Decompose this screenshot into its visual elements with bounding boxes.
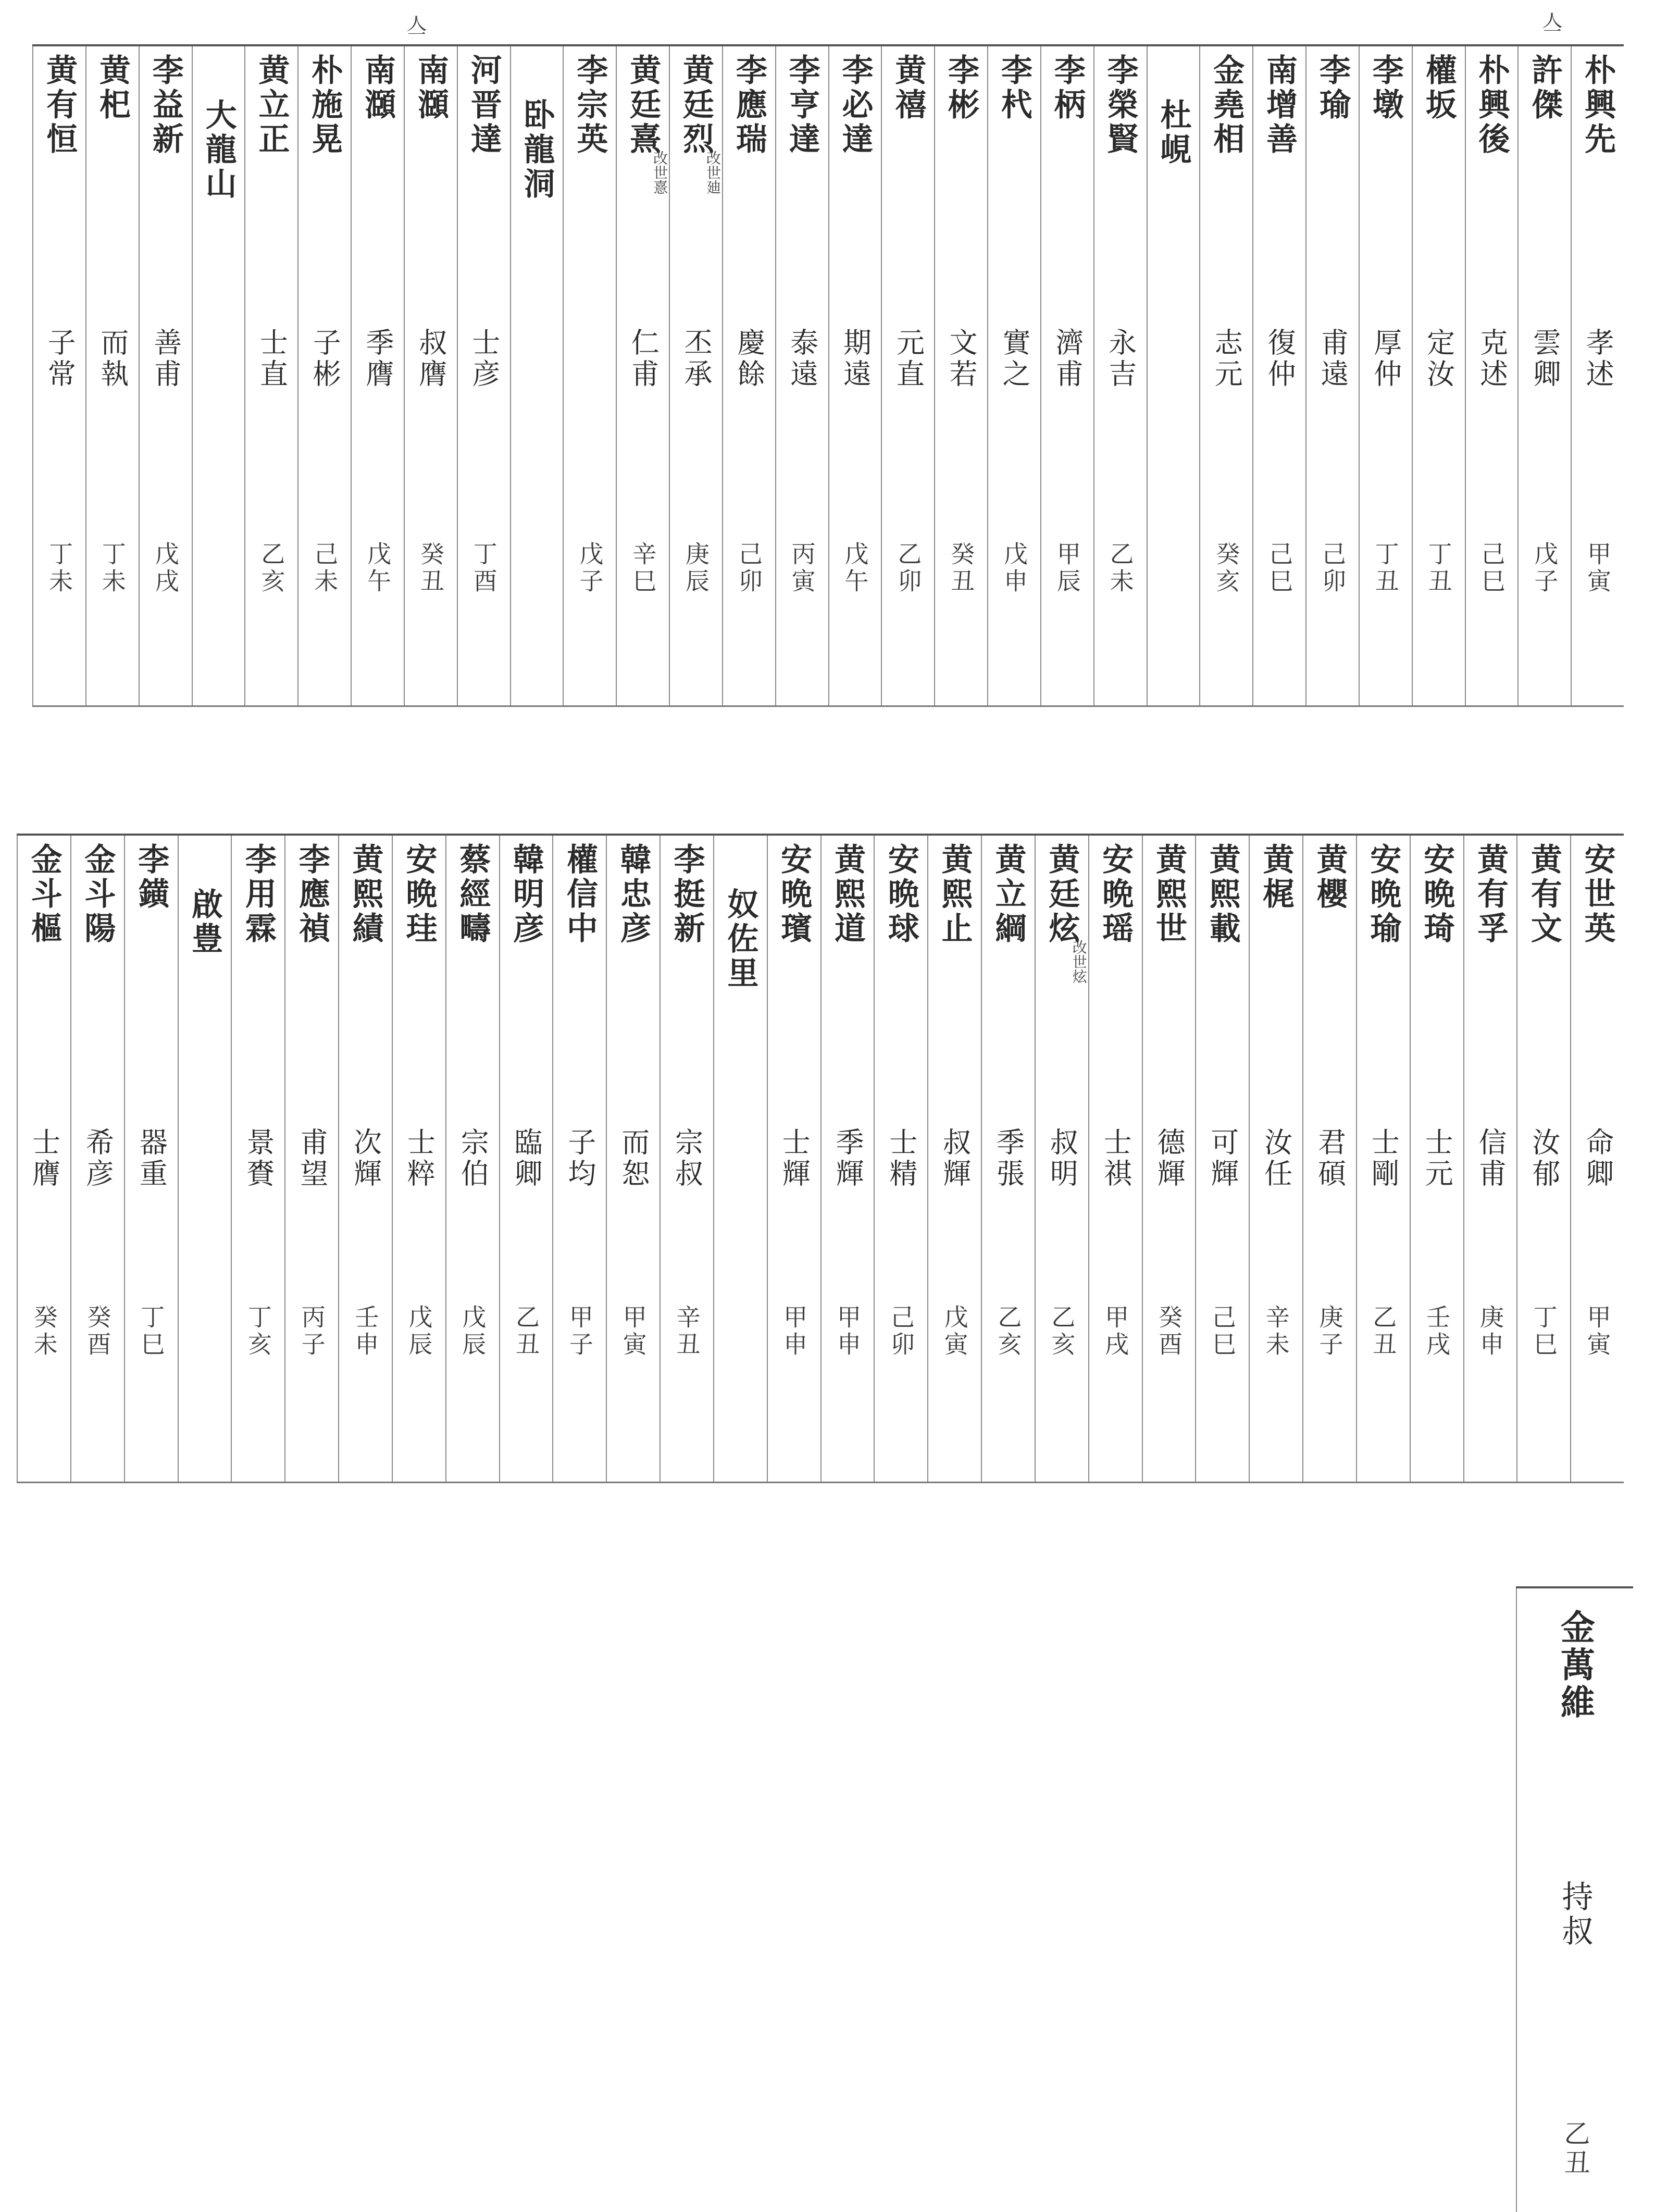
- courtesy-name: 甫遠: [1316, 328, 1349, 390]
- birth-year: 丁丑: [1371, 541, 1400, 595]
- birth-year: 甲寅: [1583, 1304, 1612, 1359]
- village-heading-column: [1147, 46, 1200, 705]
- courtesy-name: 季張: [992, 1127, 1025, 1190]
- courtesy-name: 命卿: [1581, 1127, 1614, 1190]
- register-entry: [17, 836, 70, 1482]
- person-name: 黄𣏌: [94, 54, 131, 122]
- person-name: 李墩: [1367, 54, 1404, 122]
- person-name: 黄廷熹: [625, 54, 662, 157]
- courtesy-name: 叔膺: [414, 328, 447, 390]
- birth-year: 癸酉: [83, 1304, 112, 1359]
- birth-year: 乙卯: [894, 541, 923, 595]
- person-name: 韓明彦: [508, 843, 545, 946]
- register-entry: [404, 46, 457, 705]
- person-name: 朴施晃: [306, 54, 343, 157]
- name-change-note: 改世廸: [704, 151, 721, 194]
- village-name: 大龍山: [200, 98, 237, 202]
- register-entry: [1412, 46, 1465, 705]
- courtesy-name: 子常: [43, 328, 77, 390]
- register-entry: [445, 836, 499, 1482]
- birth-year: 戊午: [364, 541, 392, 595]
- register-entry: [351, 46, 404, 705]
- birth-year: 乙亥: [1048, 1304, 1076, 1359]
- birth-year: 壬申: [351, 1304, 380, 1359]
- register-entry: [1516, 1588, 1633, 2212]
- birth-year: 癸亥: [1212, 541, 1241, 595]
- courtesy-name: 甫望: [295, 1127, 329, 1190]
- birth-year: 甲申: [780, 1304, 808, 1359]
- courtesy-name: 士剛: [1367, 1127, 1400, 1190]
- birth-year: 戊子: [1530, 541, 1559, 595]
- person-name: 黄廷炫: [1043, 843, 1080, 946]
- courtesy-name: 復仲: [1263, 328, 1297, 390]
- register-entry: [934, 46, 987, 705]
- register-entry: [606, 836, 659, 1482]
- courtesy-name: 丕承: [680, 328, 713, 390]
- person-name: 朴興先: [1579, 54, 1616, 157]
- register-entry: [1195, 836, 1249, 1482]
- courtesy-name: 而恕: [617, 1127, 650, 1190]
- person-name: 黄熙載: [1204, 843, 1241, 946]
- courtesy-name: 臨卿: [510, 1127, 543, 1190]
- person-name: 安晩瑜: [1365, 843, 1402, 946]
- courtesy-name: 仁甫: [627, 328, 660, 390]
- birth-year: 丙寅: [788, 541, 816, 595]
- person-name: 安晩璸: [776, 843, 813, 946]
- register-entry: [70, 836, 124, 1482]
- courtesy-name: 士膺: [28, 1127, 61, 1190]
- person-name: 安晩球: [882, 843, 919, 946]
- birth-year: 癸丑: [947, 541, 976, 595]
- birth-year: 己未: [310, 541, 339, 595]
- person-name: 金斗陽: [79, 843, 116, 946]
- register-entry: [563, 46, 616, 705]
- courtesy-name: 汝郁: [1527, 1127, 1561, 1190]
- village-heading-column: [713, 836, 767, 1482]
- person-name: 金斗樞: [26, 843, 63, 946]
- courtesy-name: 濟甫: [1051, 328, 1084, 390]
- birth-year: 戊辰: [405, 1304, 433, 1359]
- courtesy-name: 士直: [255, 328, 289, 390]
- person-name: 黄熙道: [829, 843, 866, 946]
- register-entry: [1410, 836, 1463, 1482]
- birth-year: 丙子: [297, 1304, 326, 1359]
- register-entry: [775, 46, 828, 705]
- register-entry: [85, 46, 139, 705]
- register-entry: [1463, 836, 1517, 1482]
- birth-year: 戊戌: [151, 541, 180, 595]
- birth-year: 己卯: [1318, 541, 1347, 595]
- courtesy-name: 志元: [1210, 328, 1243, 390]
- courtesy-name: 希彦: [81, 1127, 115, 1190]
- register-entry: [1570, 836, 1624, 1482]
- register-entry: [820, 836, 874, 1482]
- person-name: 黄有文: [1525, 843, 1562, 946]
- birth-year: 癸酉: [1154, 1304, 1183, 1359]
- top-register: [32, 44, 1624, 707]
- register-entry: [669, 46, 722, 705]
- birth-year: 丁未: [98, 541, 127, 595]
- register-entry: [1199, 46, 1252, 705]
- person-name: 安晩琦: [1418, 843, 1455, 946]
- register-entry: [828, 46, 881, 705]
- birth-year: 戊子: [576, 541, 604, 595]
- register-entry: [1517, 46, 1571, 705]
- person-name: 黄立綱: [990, 843, 1027, 946]
- register-entry: [767, 836, 820, 1482]
- name-change-note: 改世憙: [651, 151, 669, 194]
- courtesy-name: 士精: [885, 1127, 918, 1190]
- person-name: 黄有孚: [1472, 843, 1509, 946]
- birth-year: 丁亥: [244, 1304, 272, 1359]
- birth-year: 己巳: [1208, 1304, 1237, 1359]
- person-name: 安晩珪: [401, 843, 438, 946]
- person-name: 韓忠彦: [615, 843, 652, 946]
- birth-year: 甲寅: [1584, 541, 1612, 595]
- birth-year: 癸丑: [416, 541, 445, 595]
- courtesy-name: 元直: [892, 328, 925, 390]
- person-name: 黄有恒: [41, 54, 78, 157]
- village-name: 卧龍洞: [518, 98, 555, 202]
- village-name: 奴佐里: [722, 888, 759, 991]
- courtesy-name: 文若: [945, 328, 978, 390]
- top-register-columns: [32, 46, 1624, 705]
- birth-year: 己卯: [735, 541, 763, 595]
- birth-year: 乙丑: [1369, 1304, 1398, 1359]
- register-entry: [1516, 836, 1570, 1482]
- courtesy-name: 宗叔: [670, 1127, 704, 1190]
- birth-year: 庚申: [1476, 1304, 1504, 1359]
- birth-year: 辛未: [1262, 1304, 1290, 1359]
- village-heading-column: [192, 46, 245, 705]
- person-name: 李用霖: [240, 843, 277, 946]
- birth-year: 戊辰: [458, 1304, 487, 1359]
- courtesy-name: 定汝: [1422, 328, 1455, 390]
- village-name: 杜峴: [1155, 98, 1192, 167]
- register-entry: [722, 46, 775, 705]
- register-entry: [616, 46, 669, 705]
- courtesy-name: 期遠: [839, 328, 872, 390]
- courtesy-name: 士輝: [778, 1127, 811, 1190]
- courtesy-name: 士彦: [467, 328, 501, 390]
- courtesy-name: 善甫: [149, 328, 182, 390]
- register-entry: [1252, 46, 1305, 705]
- courtesy-name: 叔輝: [938, 1127, 972, 1190]
- courtesy-name: 德輝: [1152, 1127, 1186, 1190]
- middle-register-columns: [17, 836, 1624, 1482]
- bottom-register: [1516, 1586, 1633, 2212]
- person-name: 金萬維: [1554, 1609, 1596, 1722]
- register-entry: [1040, 46, 1093, 705]
- birth-year: 庚辰: [682, 541, 711, 595]
- courtesy-name: 宗伯: [456, 1127, 490, 1190]
- register-entry: [244, 46, 297, 705]
- bottom-register-columns: [1516, 1588, 1633, 2212]
- birth-year: 壬戌: [1423, 1304, 1451, 1359]
- courtesy-name: 克述: [1475, 328, 1509, 390]
- register-entry: [124, 836, 178, 1482]
- courtesy-name: 永吉: [1104, 328, 1137, 390]
- courtesy-name: 厚仲: [1369, 328, 1402, 390]
- birth-year: 丁酉: [469, 541, 498, 595]
- birth-year: 甲辰: [1053, 541, 1081, 595]
- middle-register: [17, 834, 1624, 1483]
- courtesy-name: 雲卿: [1528, 328, 1562, 390]
- courtesy-name: 而執: [96, 328, 129, 390]
- register-entry: [1142, 836, 1196, 1482]
- birth-year: 丁丑: [1424, 541, 1453, 595]
- page-header-left: 亼: [406, 14, 432, 38]
- courtesy-name: 實之: [998, 328, 1031, 390]
- person-name: 河晋達: [465, 54, 502, 157]
- name-change-note: 改世炫: [1070, 940, 1088, 984]
- birth-year: 己巳: [1265, 541, 1294, 595]
- birth-year: 辛巳: [629, 541, 657, 595]
- birth-year: 丁巳: [1529, 1304, 1558, 1359]
- person-name: 黄熙世: [1150, 843, 1187, 946]
- person-name: 李宗英: [571, 54, 608, 157]
- courtesy-name: 季膺: [362, 328, 395, 390]
- courtesy-name: 君碩: [1313, 1127, 1347, 1190]
- birth-year: 乙丑: [512, 1304, 541, 1359]
- register-entry: [1035, 836, 1088, 1482]
- birth-year: 甲申: [833, 1304, 862, 1359]
- register-entry: [1465, 46, 1518, 705]
- village-name: 啟豊: [186, 888, 223, 956]
- village-heading-column: [178, 836, 231, 1482]
- courtesy-name: 士粹: [403, 1127, 436, 1190]
- person-name: 安世英: [1579, 843, 1616, 946]
- person-name: 李杙: [996, 54, 1032, 122]
- courtesy-name: 子均: [563, 1127, 596, 1190]
- person-name: 李柄: [1049, 54, 1086, 122]
- register-entry: [1356, 836, 1410, 1482]
- person-name: 金堯相: [1208, 54, 1245, 157]
- courtesy-name: 士祺: [1099, 1127, 1133, 1190]
- register-entry: [1093, 46, 1147, 705]
- courtesy-name: 景賚: [242, 1127, 275, 1190]
- register-entry: [1249, 836, 1302, 1482]
- person-name: 黄櫻: [1311, 843, 1348, 912]
- person-name: 南㶊: [359, 54, 396, 122]
- person-name: 黄熙止: [936, 843, 973, 946]
- village-heading-column: [510, 46, 563, 705]
- person-name: 李應禎: [293, 843, 330, 946]
- birth-year: 丁未: [45, 541, 74, 595]
- courtesy-name: 孝述: [1582, 328, 1615, 390]
- person-name: 李瑜: [1314, 54, 1351, 122]
- register-entry: [457, 46, 510, 705]
- register-entry: [499, 836, 553, 1482]
- courtesy-name: 汝任: [1260, 1127, 1293, 1190]
- register-entry: [231, 836, 284, 1482]
- person-name: 南㶊: [412, 54, 449, 122]
- register-entry: [552, 836, 606, 1482]
- birth-year: 戊午: [841, 541, 869, 595]
- birth-year: 戊寅: [940, 1304, 969, 1359]
- person-name: 黄禧: [890, 54, 927, 122]
- person-name: 安晩瑶: [1097, 843, 1134, 946]
- person-name: 李亨達: [783, 54, 820, 157]
- register-entry: [927, 836, 981, 1482]
- person-name: 黄熙績: [347, 843, 384, 946]
- birth-year: 甲戌: [1101, 1304, 1130, 1359]
- courtesy-name: 叔明: [1046, 1127, 1079, 1190]
- birth-year: 乙亥: [994, 1304, 1023, 1359]
- birth-year: 丁巳: [137, 1304, 166, 1359]
- person-name: 權信中: [561, 843, 598, 946]
- person-name: 李榮賢: [1102, 54, 1139, 157]
- register-entry: [338, 836, 392, 1482]
- register-entry: [874, 836, 927, 1482]
- courtesy-name: 器重: [135, 1127, 168, 1190]
- register-entry: [297, 46, 351, 705]
- register-entry: [139, 46, 192, 705]
- person-name: 朴興後: [1473, 54, 1510, 157]
- register-entry: [659, 836, 713, 1482]
- birth-year: 癸未: [30, 1304, 58, 1359]
- courtesy-name: 次輝: [349, 1127, 382, 1190]
- birth-year: 庚子: [1315, 1304, 1344, 1359]
- person-name: 蔡經疇: [454, 843, 491, 946]
- person-name: 黄梶: [1258, 843, 1295, 912]
- birth-year: 乙亥: [257, 541, 286, 595]
- person-name: 李挺新: [668, 843, 705, 946]
- person-name: 南增善: [1261, 54, 1298, 157]
- page-header-right: 亼: [1542, 11, 1568, 35]
- birth-year: 辛丑: [673, 1304, 701, 1359]
- birth-year: 己卯: [887, 1304, 915, 1359]
- courtesy-name: 持叔: [1557, 1880, 1594, 1949]
- person-name: 李益新: [147, 54, 184, 157]
- courtesy-name: 子彬: [308, 328, 342, 390]
- person-name: 許傑: [1526, 54, 1563, 122]
- register-entry: [1571, 46, 1624, 705]
- person-name: 李必達: [837, 54, 874, 157]
- person-name: 權坂: [1420, 54, 1457, 122]
- person-name: 李應瑞: [730, 54, 767, 157]
- register-entry: [1088, 836, 1142, 1482]
- register-entry: [32, 46, 85, 705]
- courtesy-name: 可輝: [1206, 1127, 1239, 1190]
- register-entry: [881, 46, 934, 705]
- birth-year: 甲寅: [619, 1304, 648, 1359]
- register-entry: [1302, 836, 1356, 1482]
- person-name: 黄立正: [253, 54, 290, 157]
- birth-year: 己巳: [1477, 541, 1506, 595]
- birth-year: 戊申: [1000, 541, 1028, 595]
- register-entry: [981, 836, 1035, 1482]
- person-name: 李鐄: [133, 843, 170, 912]
- courtesy-name: 季輝: [831, 1127, 864, 1190]
- birth-year: 乙未: [1106, 541, 1135, 595]
- birth-year: 甲子: [565, 1304, 594, 1359]
- register-entry: [284, 836, 338, 1482]
- register-entry: [1359, 46, 1412, 705]
- courtesy-name: 信甫: [1474, 1127, 1507, 1190]
- register-entry: [392, 836, 445, 1482]
- courtesy-name: 泰遠: [786, 328, 819, 390]
- register-entry: [1305, 46, 1359, 705]
- courtesy-name: 士元: [1421, 1127, 1454, 1190]
- courtesy-name: 慶餘: [732, 328, 766, 390]
- person-name: 李彬: [943, 54, 980, 122]
- register-entry: [987, 46, 1040, 705]
- birth-year: 乙丑: [1560, 2120, 1590, 2178]
- person-name: 黄廷烈: [678, 54, 715, 157]
